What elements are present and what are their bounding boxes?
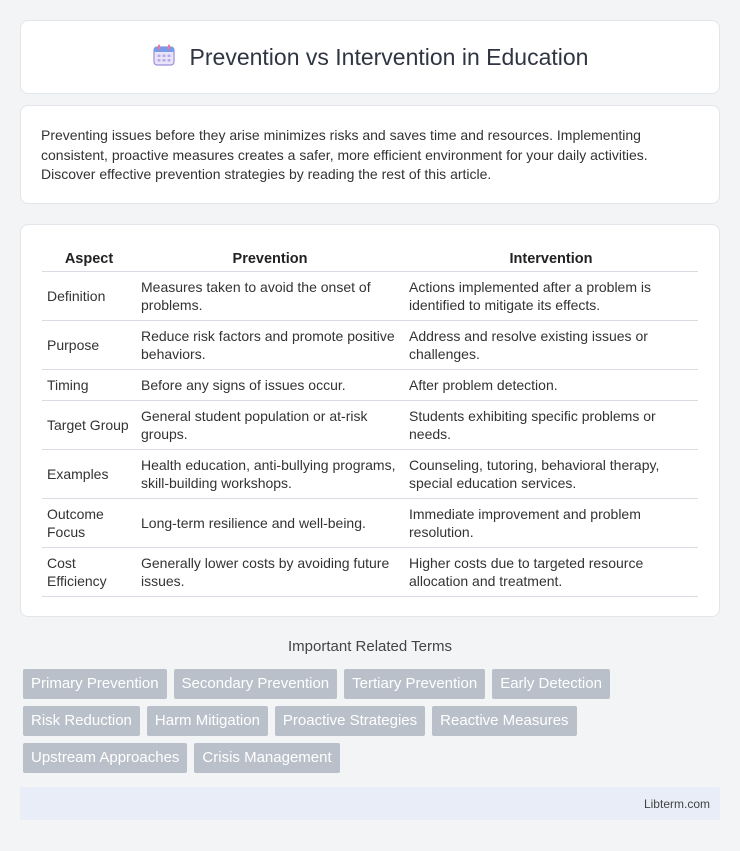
intervention-cell: Students exhibiting specific problems or needs. (404, 400, 698, 449)
aspect-cell: Examples (42, 449, 136, 498)
page-title: Prevention vs Intervention in Education (189, 43, 589, 70)
prevention-cell: Generally lower costs by avoiding future issues. (136, 547, 404, 596)
footer-brand-link[interactable]: Libterm.com (643, 796, 710, 811)
column-header-prevention: Prevention (136, 245, 404, 271)
prevention-cell: General student population or at-risk groups. (136, 400, 404, 449)
intervention-cell: Immediate improvement and problem resolution. (404, 498, 698, 547)
aspect-cell: Target Group (42, 400, 136, 449)
related-terms-title: Important Related Terms (288, 638, 452, 655)
intro-card (20, 105, 720, 204)
prevention-cell: Long-term resilience and well-being. (136, 498, 404, 547)
header-card (20, 20, 720, 94)
related-terms-list (23, 669, 723, 780)
comparison-table-card (20, 224, 720, 617)
table-row (42, 449, 698, 498)
intervention-cell: Counseling, tutoring, behavioral therapy, special education services. (404, 449, 698, 498)
intro-text: Preventing issues before they arise minimizes risks and saves time and resources. Implementing consistent, proactive measures creates a safer, more efficient environment for your daily activities. Discover effective prevention strategies by reading the rest of this article. (41, 127, 648, 182)
prevention-cell: Before any signs of issues occur. (136, 369, 404, 400)
intervention-cell: Actions implemented after a problem is identified to mitigate its effects. (404, 271, 698, 320)
related-term-tag[interactable]: Proactive Strategies (275, 706, 425, 736)
aspect-cell: Cost Efficiency (42, 547, 136, 596)
related-term-tag[interactable]: Upstream Approaches (23, 743, 187, 773)
intervention-cell: After problem detection. (404, 369, 698, 400)
prevention-cell: Health education, anti-bullying programs, skill-building workshops. (136, 449, 404, 498)
comparison-table (42, 245, 698, 597)
related-term-tag[interactable]: Reactive Measures (432, 706, 576, 736)
aspect-cell: Timing (42, 369, 136, 400)
related-term-tag[interactable]: Primary Prevention (23, 669, 167, 699)
related-term-tag[interactable]: Risk Reduction (23, 706, 140, 736)
table-row (42, 320, 698, 369)
related-term-tag[interactable]: Secondary Prevention (174, 669, 338, 699)
aspect-cell: Outcome Focus (42, 498, 136, 547)
table-header-row (42, 245, 698, 271)
intervention-cell: Address and resolve existing issues or challenges. (404, 320, 698, 369)
table-row (42, 498, 698, 547)
table-row (42, 400, 698, 449)
column-header-aspect: Aspect (42, 245, 136, 271)
table-row (42, 271, 698, 320)
calendar-icon (152, 43, 176, 72)
intervention-cell: Higher costs due to targeted resource allocation and treatment. (404, 547, 698, 596)
column-header-intervention: Intervention (404, 245, 698, 271)
footer (20, 787, 720, 820)
related-term-tag[interactable]: Harm Mitigation (147, 706, 268, 736)
aspect-cell: Purpose (42, 320, 136, 369)
related-term-tag[interactable]: Crisis Management (194, 743, 339, 773)
aspect-cell: Definition (42, 271, 136, 320)
table-row (42, 369, 698, 400)
table-row (42, 547, 698, 596)
related-term-tag[interactable]: Early Detection (492, 669, 610, 699)
prevention-cell: Reduce risk factors and promote positive behaviors. (136, 320, 404, 369)
prevention-cell: Measures taken to avoid the onset of problems. (136, 271, 404, 320)
related-term-tag[interactable]: Tertiary Prevention (344, 669, 485, 699)
